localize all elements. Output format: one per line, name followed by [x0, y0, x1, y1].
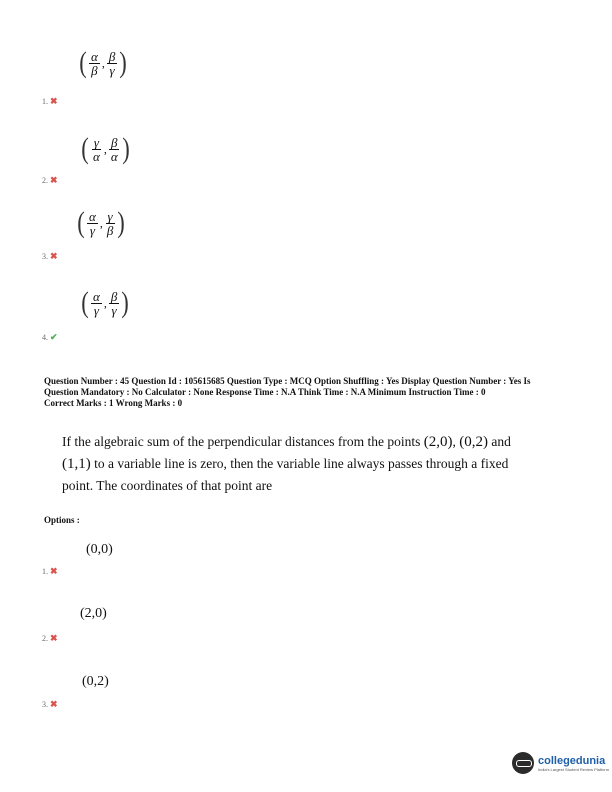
option-1-label: 1. ✖: [42, 566, 58, 576]
wrong-icon: ✖: [50, 175, 58, 185]
logo-name: collegedunia: [538, 754, 606, 767]
meta-line-1: Question Number : 45 Question Id : 105615685 Question Type : MCQ Option Shuffling : Yes Display Question Number : Yes Is: [44, 376, 531, 386]
prev-option-1-label: 1. ✖: [42, 96, 58, 106]
prev-option-3-label: 3. ✖: [42, 251, 58, 261]
wrong-icon: ✖: [50, 96, 58, 106]
wrong-icon: ✖: [50, 251, 58, 261]
prev-option-3-expression: ( $\frac{\alpha}{\gamma}$ , $\frac{\gamma}{\beta}$ ): [77, 206, 126, 239]
prev-option-4-label: 4. ✔: [42, 332, 58, 342]
question-meta: [44, 376, 530, 409]
wrong-icon: ✖: [50, 566, 58, 576]
option-2-label: 2. ✖: [42, 633, 58, 643]
option-3-value: (0,2): [82, 674, 109, 689]
prev-option-4-expression: ( $\frac{\alpha}{\gamma}$ , $\frac{\beta}{\gamma}$ ): [81, 286, 130, 319]
option-3-label: 3. ✖: [42, 699, 58, 709]
logo-tagline: India's Largest Student Review Platform: [538, 766, 610, 772]
prev-option-1-expression: ( $\frac{\alpha}{\beta}$ , $\frac{\beta}{\gamma}$ ): [79, 46, 128, 79]
collegedunia-logo: [512, 752, 609, 774]
option-2-value: (2,0): [80, 606, 107, 621]
meta-line-3: Correct Marks : 1 Wrong Marks : 0: [44, 398, 183, 408]
check-icon: ✔: [50, 332, 58, 342]
prev-option-2-expression: ( $\frac{\gamma}{\alpha}$ , $\frac{\beta}{\alpha}$ ): [81, 132, 130, 165]
wrong-icon: ✖: [50, 699, 58, 709]
meta-line-2: Question Mandatory : No Calculator : None Response Time : N.A Think Time : N.A Minimum Instruction Time : 0: [44, 387, 486, 397]
wrong-icon: ✖: [50, 633, 58, 643]
logo-mascot-icon: [512, 752, 534, 774]
option-1-value: (0,0): [86, 542, 113, 557]
question-text: If the algebraic sum of the perpendicular distances from the points (2,0), (0,2) and (1,1) to a variable line is zero, then the variable line always passes through a fixed point. The coordinates of that point are: [62, 434, 511, 493]
options-label: Options :: [44, 515, 80, 525]
prev-option-2-label: 2. ✖: [42, 175, 58, 185]
